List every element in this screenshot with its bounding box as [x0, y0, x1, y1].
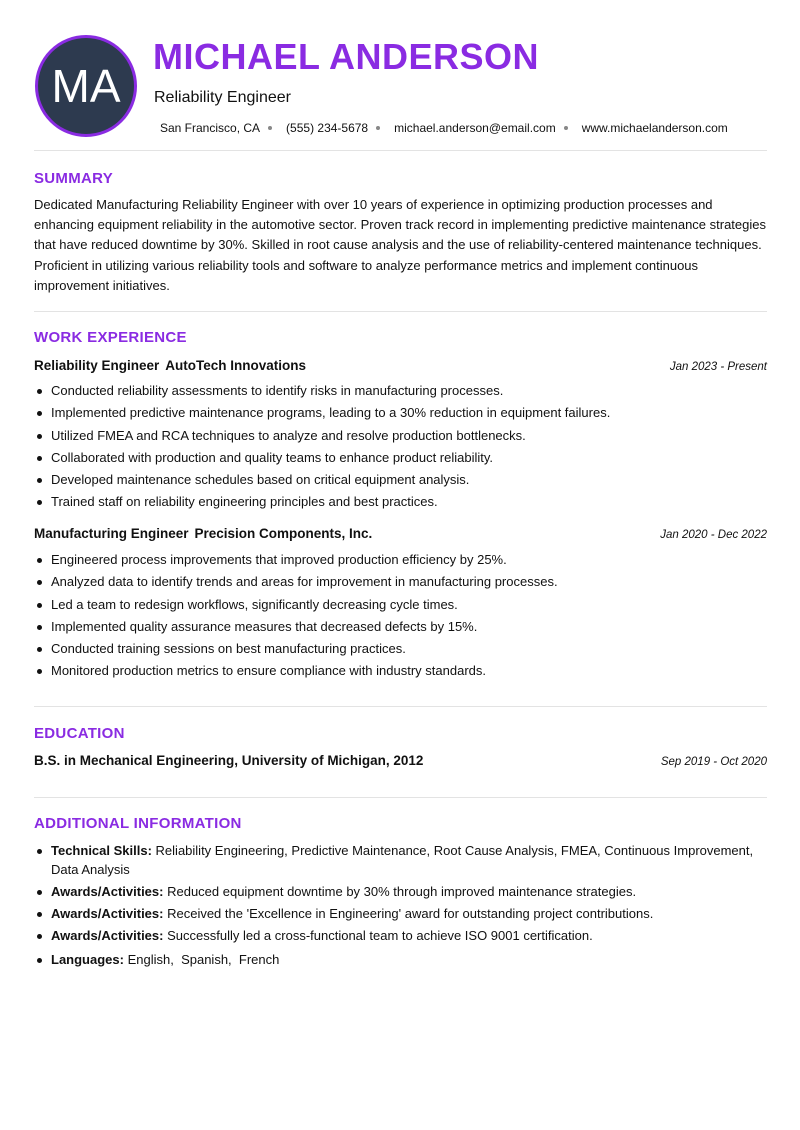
bullet-text: Conducted training sessions on best manufacturing practices. [51, 641, 406, 657]
bullet-text: Trained staff on reliability engineering principles and best practices. [51, 494, 438, 510]
education-degree: B.S. in Mechanical Engineering, University of Michigan, 2012 [34, 753, 424, 768]
contact-email[interactable]: michael.anderson@email.com [394, 121, 556, 135]
list-item [34, 639, 767, 661]
job-company: Precision Components, Inc. [194, 526, 373, 541]
list-item [34, 550, 767, 572]
bullet-dot [37, 647, 42, 652]
info-text: Reliability Engineering, Predictive Maintenance, Root Cause Analysis, FMEA, Continuous Improvement, Data Analysis [51, 843, 754, 877]
bullet-dot [37, 625, 42, 630]
section-divider [34, 797, 767, 798]
job-role: Reliability Engineer [34, 358, 160, 373]
list-item [34, 951, 767, 970]
info-label: Technical Skills: [51, 843, 152, 858]
section-divider [34, 706, 767, 707]
list-item [34, 905, 767, 924]
education-heading: EDUCATION [34, 725, 125, 742]
avatar [35, 35, 137, 137]
list-item [34, 617, 767, 639]
info-label: Awards/Activities: [51, 884, 164, 899]
job-dates: Jan 2020 - Dec 2022 [660, 529, 767, 541]
bullet-dot [37, 890, 42, 895]
bullet-dot [37, 912, 42, 917]
job-header [34, 526, 767, 541]
section-divider [34, 311, 767, 312]
list-item [34, 470, 767, 492]
separator-dot [268, 126, 272, 130]
bullet-dot [37, 603, 42, 608]
bullet-text: Engineered process improvements that improved production efficiency by 25%. [51, 552, 507, 567]
bullet-dot [37, 958, 42, 963]
contact-line [160, 121, 728, 135]
list-item [34, 381, 767, 403]
contact-phone[interactable]: (555) 234-5678 [286, 121, 369, 135]
candidate-name: MICHAEL ANDERSON [153, 36, 540, 77]
summary-heading: SUMMARY [34, 170, 114, 187]
bullet-text: Implemented quality assurance measures that decreased defects by 15%. [51, 618, 478, 634]
info-label: Languages: [51, 951, 124, 967]
additional-heading: ADDITIONAL INFORMATION [34, 815, 242, 832]
job-dates: Jan 2023 - Present [669, 361, 767, 373]
education-entry [34, 753, 767, 768]
info-text: Received the 'Excellence in Engineering' award for outstanding project contributions. [167, 906, 654, 922]
bullet-text: Implemented predictive maintenance programs, leading to a 30% reduction in equipment failures. [51, 405, 611, 421]
contact-location: San Francisco, CA [160, 121, 261, 135]
job-bullets [34, 550, 767, 684]
list-item [34, 572, 767, 594]
bullet-text: Monitored production metrics to ensure compliance with industry standards. [51, 663, 486, 679]
bullet-dot [37, 669, 42, 674]
bullet-dot [37, 411, 42, 416]
list-item [34, 883, 767, 902]
education-dates: Sep 2019 - Oct 2020 [660, 756, 767, 768]
bullet-dot [37, 934, 42, 939]
list-item [34, 842, 767, 879]
list-item [34, 448, 767, 470]
list-item [34, 426, 767, 448]
job-header [34, 358, 767, 373]
separator-dot [376, 126, 380, 130]
job-company: AutoTech Innovations [165, 358, 307, 373]
bullet-dot [37, 456, 42, 461]
info-text: Successfully led a cross-functional team to achieve ISO 9001 certification. [167, 928, 593, 944]
bullet-text: Conducted reliability assessments to identify risks in manufacturing processes. [51, 383, 504, 398]
bullet-text: Led a team to redesign workflows, significantly decreasing cycle times. [51, 596, 458, 612]
info-text: Reduced equipment downtime by 30% through improved maintenance strategies. [167, 884, 637, 899]
list-item [34, 403, 767, 425]
bullet-dot [37, 478, 42, 483]
bullet-text: Utilized FMEA and RCA techniques to analyze and resolve production bottlenecks. [51, 427, 526, 443]
bullet-dot [37, 389, 42, 394]
section-divider [34, 150, 767, 151]
summary-text: Dedicated Manufacturing Reliability Engineer with over 10 years of experience in optimizing production processes and enhancing equipment reliability in the automotive sector. Proven track record in implementing predictive maintenance strategies that have reduced downtime by 30%. Skilled in root cause analysis and the use of reliability-centered maintenance techniques. Proficient in utilizing various reliability tools and software to analyze performance metrics and implement continuous improvement initiatives. [34, 197, 766, 293]
resume-header [0, 0, 800, 150]
bullet-dot [37, 558, 42, 563]
additional-list [34, 842, 767, 973]
info-label: Awards/Activities: [51, 906, 164, 922]
info-label: Awards/Activities: [51, 928, 164, 944]
list-item [34, 595, 767, 617]
separator-dot [564, 126, 568, 130]
job-role-line [34, 526, 372, 541]
bullet-dot [37, 580, 42, 585]
experience-heading: WORK EXPERIENCE [34, 329, 187, 346]
bullet-dot [37, 849, 42, 854]
candidate-title: Reliability Engineer [154, 89, 291, 106]
bullet-text: Collaborated with production and quality teams to enhance product reliability. [51, 449, 494, 465]
avatar-initials: MA [51, 60, 121, 112]
job-role: Manufacturing Engineer [34, 526, 189, 541]
job-role-line [34, 358, 306, 373]
list-item [34, 661, 767, 683]
bullet-text: Analyzed data to identify trends and areas for improvement in manufacturing processes. [51, 574, 558, 590]
job-bullets [34, 381, 767, 515]
list-item [34, 492, 767, 514]
contact-website[interactable]: www.michaelanderson.com [581, 121, 728, 135]
info-text: English, Spanish, French [127, 951, 280, 967]
bullet-dot [37, 434, 42, 439]
bullet-text: Developed maintenance schedules based on critical equipment analysis. [51, 472, 470, 488]
list-item [34, 927, 767, 946]
bullet-dot [37, 500, 42, 505]
